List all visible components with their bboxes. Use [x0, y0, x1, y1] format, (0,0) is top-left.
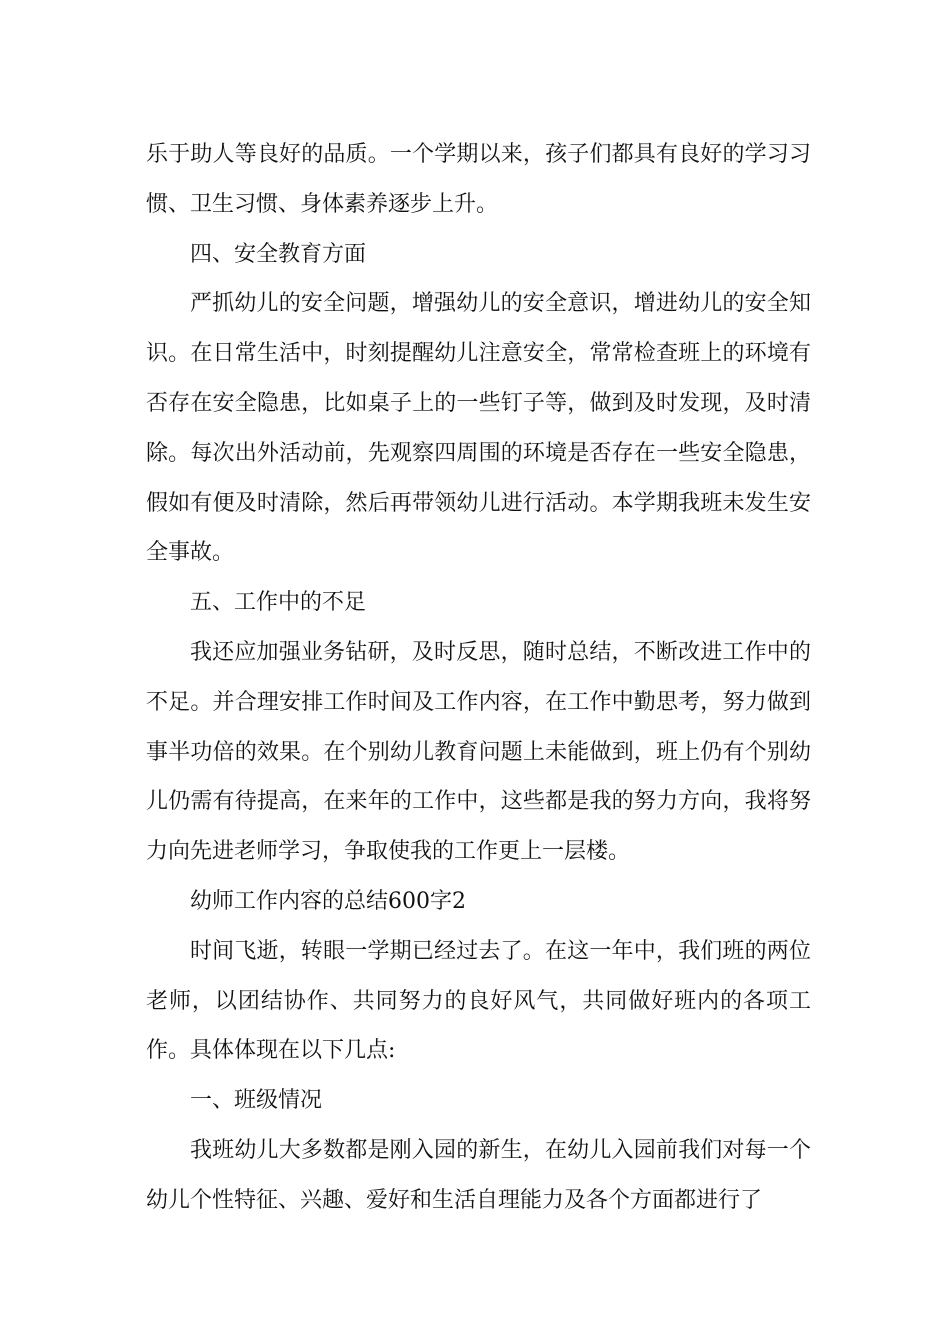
section-heading-class-situation: 一、班级情况 — [190, 1088, 323, 1114]
paragraph-shortcomings: 我还应加强业务钻研，及时反思，随时总结，不断改进工作中的不足。并合理安排工作时间及工作内容，在工作中勤思考，努力做到事半功倍的效果。在个别幼儿教育问题上未能做到，班上仍有个别幼儿仍需有待提高，在来年的工作中，这些都是我的努力方向，我将努力向先进老师学习，争取使我的工作更上一层楼。 — [146, 639, 811, 865]
paragraph-continuation: 乐于助人等良好的品质。一个学期以来，孩子们都具有良好的学习习惯、卫生习惯、身体素养逐步上升。 — [146, 142, 811, 217]
paragraph-intro: 时间飞逝，转眼一学期已经过去了。在这一年中，我们班的两位老师，以团结协作、共同努力的良好风气，共同做好班内的各项工作。具体体现在以下几点: — [146, 938, 811, 1064]
section-heading-safety-education: 四、安全教育方面 — [190, 241, 367, 267]
paragraph-class-situation: 我班幼儿大多数都是刚入园的新生，在幼儿入园前我们对每一个幼儿个性特征、兴趣、爱好和生活自理能力及各个方面都进行了 — [146, 1137, 811, 1213]
document-body — [146, 130, 811, 1226]
paragraph-safety-education: 严抓幼儿的安全问题，增强幼儿的安全意识，增进幼儿的安全知识。在日常生活中，时刻提醒幼儿注意安全，常常检查班上的环境有否存在安全隐患，比如桌子上的一些钉子等，做到及时发现，及时清除。每次出外活动前，先观察四周围的环境是否存在一些安全隐患，假如有便及时清除，然后再带领幼儿进行活动。本学期我班未发生安全事故。 — [146, 291, 811, 566]
section-heading-shortcomings: 五、工作中的不足 — [190, 590, 367, 616]
article-title-2: 幼师工作内容的总结600字2 — [190, 888, 466, 914]
